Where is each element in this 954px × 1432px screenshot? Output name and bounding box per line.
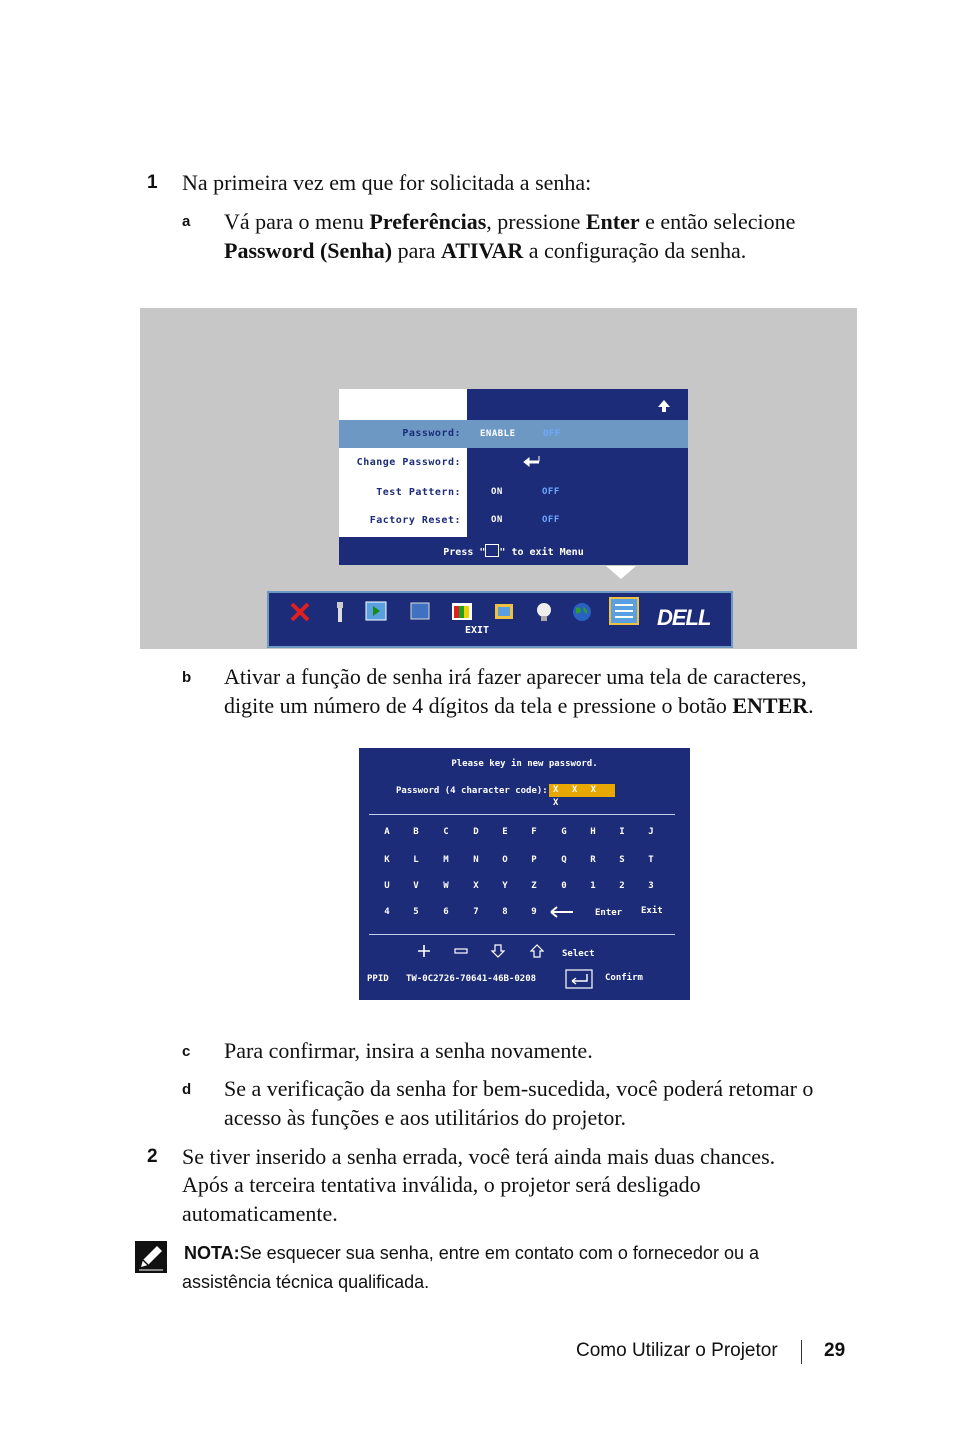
test-pattern-off-option: OFF	[542, 487, 560, 497]
keypad-key[interactable]: B	[413, 827, 419, 837]
up-arrow-icon	[530, 944, 544, 958]
picture-icon	[409, 601, 431, 623]
keypad-key[interactable]: F	[531, 827, 537, 837]
keypad-key[interactable]: K	[384, 855, 390, 865]
password-enable-option: ENABLE	[480, 429, 516, 439]
ppid-value: TW-0C2726-70641-46B-0208	[406, 974, 537, 984]
note-label: NOTA:	[184, 1243, 240, 1263]
input-source-icon	[329, 601, 351, 623]
confirm-enter-icon	[565, 969, 593, 989]
menu-footer-hint: Press " " to exit Menu	[339, 544, 688, 558]
substep-letter: b	[182, 669, 192, 686]
keypad-key[interactable]: Q	[561, 855, 567, 865]
password-keypad-screen	[359, 748, 690, 1000]
keypad-key[interactable]: U	[384, 881, 390, 891]
keypad-key[interactable]: D	[473, 827, 479, 837]
keypad-key[interactable]: N	[473, 855, 479, 865]
keypad-title: Please key in new password.	[451, 759, 598, 769]
lamp-icon	[533, 601, 555, 623]
keypad-key[interactable]: S	[619, 855, 625, 865]
factory-reset-on-option: ON	[491, 515, 503, 525]
note-line1: NOTA:Se esquecer sua senha, entre em contato com o fornecedor ou a	[184, 1243, 759, 1263]
keypad-key[interactable]: R	[590, 855, 596, 865]
toolbar-selected-label: EXIT	[465, 625, 490, 636]
divider	[369, 934, 675, 935]
password-field[interactable]: X X X X	[549, 784, 615, 797]
color-icon	[451, 601, 473, 623]
footer-divider	[801, 1340, 802, 1364]
substep-c-text: Para confirmar, insira a senha novamente.	[224, 1038, 593, 1063]
select-hint: Select	[562, 949, 595, 959]
menu-row-change-password-label: Change Password:	[356, 457, 461, 468]
keypad-key[interactable]: P	[531, 855, 537, 865]
enter-arrow-icon	[523, 454, 541, 468]
substep-a-line1: Vá para o menu Preferências, pressione Enter e então selecione	[224, 209, 796, 234]
note-pencil-icon	[135, 1241, 167, 1273]
substep-letter: d	[182, 1081, 192, 1098]
osd-toolbar	[267, 591, 733, 648]
keypad-key[interactable]: Y	[502, 881, 508, 891]
substep-d-line1: Se a verificação da senha for bem-sucedida, você poderá retomar o	[224, 1076, 814, 1101]
keypad-key[interactable]: M	[443, 855, 449, 865]
keypad-key[interactable]: V	[413, 881, 419, 891]
menu-row-password-label: Password:	[402, 428, 461, 439]
auto-adjust-icon	[365, 601, 387, 623]
factory-reset-off-option: OFF	[542, 515, 560, 525]
keypad-key[interactable]: T	[648, 855, 654, 865]
backspace-key-icon[interactable]	[549, 906, 575, 918]
keypad-key[interactable]: I	[619, 827, 625, 837]
password-field-label: Password (4 character code):	[396, 786, 548, 796]
keypad-key[interactable]: 7	[473, 907, 479, 917]
footer-section-title: Como Utilizar o Projetor	[576, 1340, 778, 1361]
ppid-label: PPID	[367, 974, 389, 984]
menu-row-test-pattern-label: Test Pattern:	[376, 487, 461, 498]
keypad-key[interactable]: C	[443, 827, 449, 837]
substep-letter: c	[182, 1043, 191, 1060]
divider	[369, 814, 675, 815]
keypad-key[interactable]: O	[502, 855, 508, 865]
substep-b-line1: Ativar a função de senha irá fazer aparecer uma tela de caracteres,	[224, 664, 807, 689]
keypad-key[interactable]: 4	[384, 907, 390, 917]
keypad-key[interactable]: W	[443, 881, 449, 891]
keypad-key[interactable]: X	[473, 881, 479, 891]
osd-preferences-menu	[339, 389, 688, 565]
substep-b-line2: digite um número de 4 dígitos da tela e pressione o botão ENTER.	[224, 693, 814, 718]
keypad-key[interactable]: J	[648, 827, 654, 837]
enter-key[interactable]: Enter	[595, 908, 623, 918]
note-line2: assistência técnica qualificada.	[182, 1272, 430, 1292]
keypad-key[interactable]: G	[561, 827, 567, 837]
keypad-key[interactable]: 9	[531, 907, 537, 917]
scroll-up-icon	[657, 399, 671, 413]
step2-line2: Após a terceira tentativa inválida, o projetor será desligado	[182, 1172, 701, 1197]
menu-pointer-icon	[606, 566, 636, 580]
keypad-key[interactable]: 1	[590, 881, 596, 891]
substep-letter: a	[182, 213, 191, 230]
exit-x-icon	[289, 601, 311, 623]
minus-icon	[454, 944, 468, 958]
keypad-key[interactable]: E	[502, 827, 508, 837]
substep-d-line2: acesso às funções e aos utilitários do projetor.	[224, 1105, 627, 1130]
step2-line3: automaticamente.	[182, 1201, 338, 1226]
preferences-icon	[609, 597, 639, 625]
keypad-key[interactable]: Z	[531, 881, 537, 891]
keypad-key[interactable]: 8	[502, 907, 508, 917]
keypad-key[interactable]: 5	[413, 907, 419, 917]
password-off-option: OFF	[543, 429, 561, 439]
keypad-key[interactable]: 6	[443, 907, 449, 917]
test-pattern-on-option: ON	[491, 487, 503, 497]
dell-logo: DELL	[657, 605, 711, 630]
keypad-key[interactable]: 2	[619, 881, 625, 891]
keypad-key[interactable]: 3	[648, 881, 654, 891]
keypad-key[interactable]: A	[384, 827, 390, 837]
display-settings-icon	[493, 601, 515, 623]
confirm-label: Confirm	[605, 973, 643, 983]
keypad-key[interactable]: L	[413, 855, 419, 865]
step-text: Na primeira vez em que for solicitada a senha:	[182, 170, 592, 195]
menu-row-factory-reset-label: Factory Reset:	[369, 515, 461, 526]
keypad-key[interactable]: H	[590, 827, 596, 837]
step-number: 2	[147, 1146, 158, 1167]
down-arrow-icon	[491, 944, 505, 958]
substep-a-line2: Password (Senha) para ATIVAR a configuração da senha.	[224, 238, 747, 263]
plus-icon	[417, 944, 431, 958]
language-globe-icon	[571, 601, 593, 623]
page-number: 29	[824, 1340, 846, 1361]
step-number: 1	[147, 172, 158, 193]
menu-button-icon	[485, 544, 499, 557]
exit-key[interactable]: Exit	[641, 906, 663, 916]
keypad-key[interactable]: 0	[561, 881, 567, 891]
step2-line1: Se tiver inserido a senha errada, você terá ainda mais duas chances.	[182, 1144, 776, 1169]
